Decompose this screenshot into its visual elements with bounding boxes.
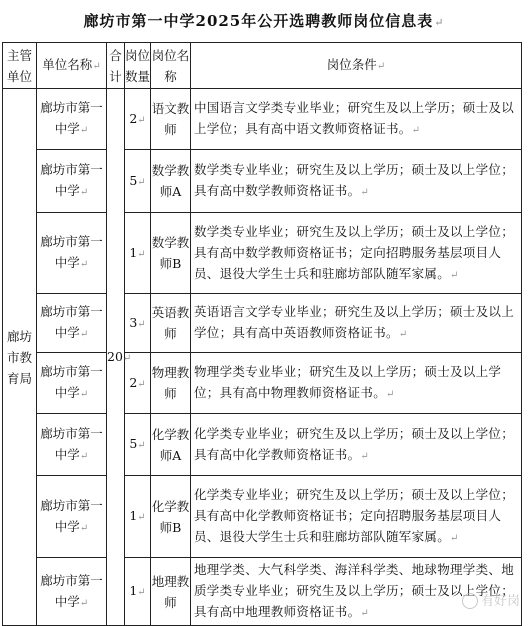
position-cell: 地理教师 [151, 558, 191, 626]
watermark [462, 590, 520, 610]
unit-cell: 廊坊市第一中学↵ [37, 89, 107, 150]
header-quota: 岗位数量 [125, 43, 151, 89]
quota-cell: 2↵ [125, 89, 151, 150]
position-cell: 数学教师B [151, 213, 191, 294]
unit-cell: 廊坊市第一中学↵ [37, 294, 107, 353]
conditions-cell: 物理学类专业毕业；研究生及以上学历；硕士及以上学位；具有高中物理教师资格证书。↵ [191, 353, 522, 414]
quota-cell: 1↵ [125, 476, 151, 558]
unit-cell: 廊坊市第一中学↵ [37, 353, 107, 414]
conditions-cell: 数学类专业毕业；研究生及以上学历；硕士及以上学位；具有高中数学教师资格证书。↵ [191, 150, 522, 213]
watermark-text: 有好岗 [480, 593, 520, 609]
conditions-cell: 数学类专业毕业；研究生及以上学历；硕士及以上学位；具有高中数学教师资格证书；定向招聘服务基层项目人员、退役大学生士兵和驻廊坊部队随军家属。↵ [191, 213, 522, 294]
watermark-logo-icon [462, 593, 478, 609]
position-cell: 语文教师 [151, 89, 191, 150]
table-row [3, 476, 522, 558]
authority-cell: 廊坊市教育局 [3, 89, 37, 626]
header-total: 合计 [107, 43, 125, 89]
header-conditions: 岗位条件↵ [191, 43, 522, 89]
position-cell: 数学教师A [151, 150, 191, 213]
document-title: 廊坊市第一中学2025年公开选聘教师岗位信息表↵ [83, 12, 445, 30]
unit-cell: 廊坊市第一中学↵ [37, 150, 107, 213]
total-cell: 20↵ [107, 89, 125, 626]
quota-cell: 2↵ [125, 353, 151, 414]
position-cell: 物理教师 [151, 353, 191, 414]
position-cell: 化学教师B [151, 476, 191, 558]
table-row [3, 353, 522, 414]
position-cell: 化学教师A [151, 414, 191, 476]
unit-cell: 廊坊市第一中学↵ [37, 213, 107, 294]
unit-cell: 廊坊市第一中学↵ [37, 476, 107, 558]
table-row [3, 89, 522, 150]
quota-cell: 5↵ [125, 414, 151, 476]
quota-cell: 1↵ [125, 558, 151, 626]
conditions-cell: 化学类专业毕业；研究生及以上学历；硕士及以上学位；具有高中化学教师资格证书。↵ [191, 414, 522, 476]
unit-cell: 廊坊市第一中学↵ [37, 414, 107, 476]
table-row [3, 558, 522, 626]
positions-table [2, 42, 522, 626]
conditions-cell: 地理学类、大气科学类、海洋科学类、地球物理学类、地质学类专业毕业；研究生及以上学历；硕士及以上学位；具有高中地理教师资格证书。↵ [191, 558, 522, 626]
header-row [3, 43, 522, 89]
quota-cell: 1↵ [125, 213, 151, 294]
quota-cell: 5↵ [125, 150, 151, 213]
title-text: 廊坊市第一中学2025年公开选聘教师岗位信息表 [83, 12, 434, 30]
quota-cell: 3↵ [125, 294, 151, 353]
table-row [3, 213, 522, 294]
header-unit: 单位名称↵ [37, 43, 107, 89]
conditions-cell: 英语语言文学专业毕业；研究生及以上学历；硕士及以上学位；具有高中英语教师资格证书。↵ [191, 294, 522, 353]
table-row [3, 150, 522, 213]
position-cell: 英语教师 [151, 294, 191, 353]
table-row [3, 294, 522, 353]
unit-cell: 廊坊市第一中学↵ [37, 558, 107, 626]
conditions-cell: 化学类专业毕业；研究生及以上学历；硕士及以上学位；具有高中化学教师资格证书；定向招聘服务基层项目人员、退役大学生士兵和驻廊坊部队随军家属。↵ [191, 476, 522, 558]
table-row [3, 414, 522, 476]
header-position: 岗位名称 [151, 43, 191, 89]
conditions-cell: 中国语言文学类专业毕业；研究生及以上学历；硕士及以上学位；具有高中语文教师资格证书。↵ [191, 89, 522, 150]
header-authority: 主管单位 [3, 43, 37, 89]
